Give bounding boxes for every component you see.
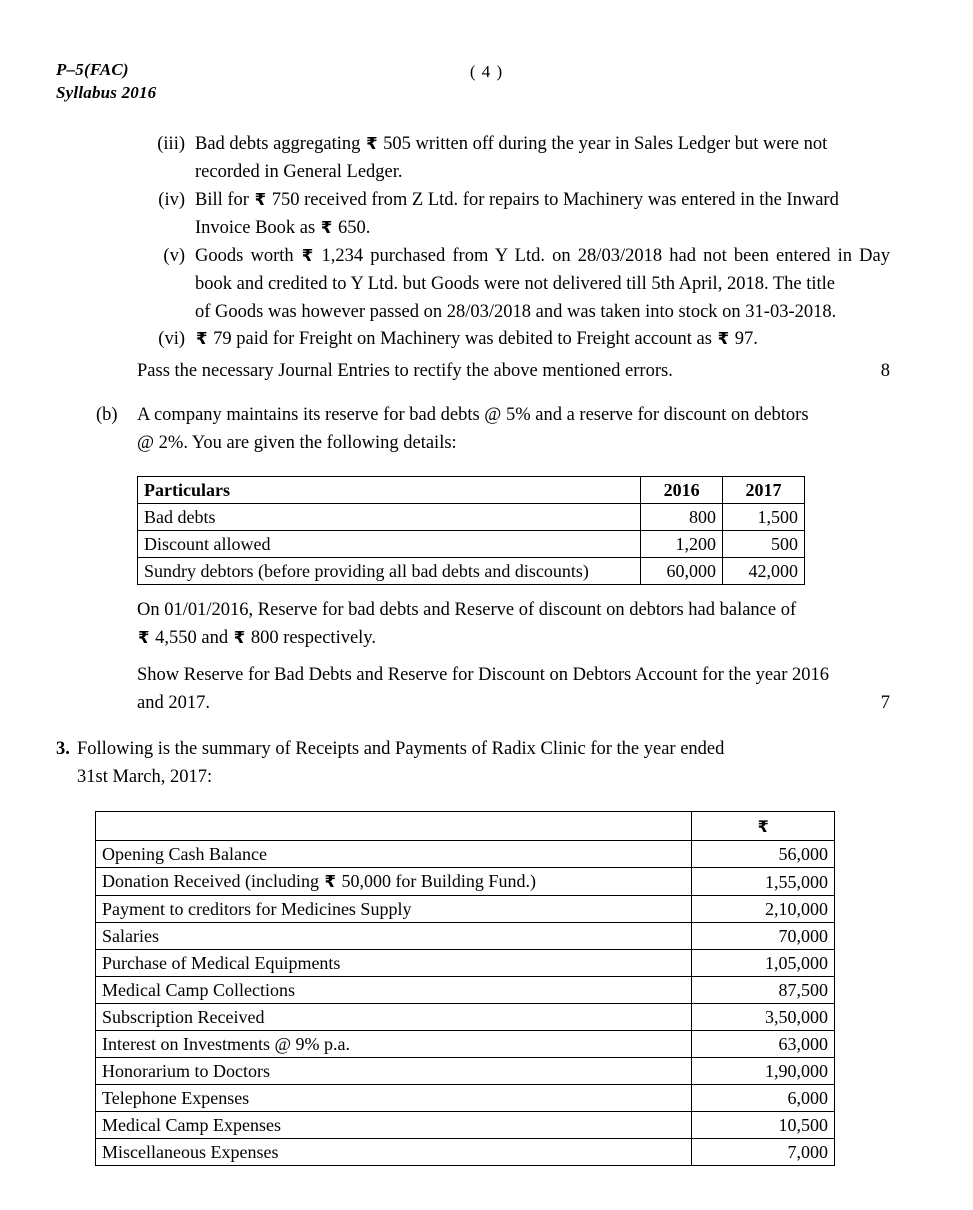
cell-particulars: Sundry debtors (before providing all bad debts and discounts): [138, 558, 641, 585]
list-line: Bill for ₹ 750 received from Z Ltd. for repairs to Machinery was entered in the Inward: [195, 190, 839, 210]
cell-item: Interest on Investments @ 9% p.a.: [96, 1031, 692, 1058]
syllabus-label: Syllabus 2016: [56, 83, 157, 102]
list-text-iv: [195, 186, 890, 242]
question-line: Following is the summary of Receipts and Payments of Radix Clinic for the year ended: [77, 739, 725, 759]
cell-amount: 1,90,000: [692, 1058, 835, 1085]
marks-7: 7: [880, 693, 890, 713]
cell-2016: 60,000: [641, 558, 723, 585]
show-reserve-instruction: [137, 661, 890, 717]
col-header-item: [96, 812, 692, 841]
reserves-table: [137, 476, 805, 585]
cell-item: Medical Camp Collections: [96, 977, 692, 1004]
list-text-vi: [195, 325, 890, 353]
question-3-marker: 3.: [56, 739, 70, 759]
list-marker-iii: (iii): [157, 134, 185, 154]
cell-amount: 70,000: [692, 923, 835, 950]
cell-2017: 500: [723, 531, 805, 558]
cell-amount: 6,000: [692, 1085, 835, 1112]
rupee-icon: ₹: [717, 329, 730, 348]
pass-journal-entries-text: Pass the necessary Journal Entries to rectify the above mentioned errors.: [137, 361, 673, 381]
list-item-iii: [135, 130, 890, 186]
list-line: book and credited to Y Ltd. but Goods were not delivered till 5th April, 2018. The title: [195, 274, 836, 294]
cell-2016: 1,200: [641, 531, 723, 558]
list-line: of Goods was however passed on 28/03/2018 and was taken into stock on 31-03-2018.: [195, 302, 837, 322]
table-row: [96, 1004, 835, 1031]
question-3: [56, 735, 890, 791]
col-header-2016: 2016: [641, 477, 723, 504]
cell-particulars: Discount allowed: [138, 531, 641, 558]
sub-question-b: [96, 401, 890, 457]
list-line: recorded in General Ledger.: [195, 162, 403, 182]
instruction-line: and 2017.: [137, 693, 210, 713]
table-row: [138, 531, 805, 558]
cell-item: Medical Camp Expenses: [96, 1112, 692, 1139]
table-row: [96, 841, 835, 868]
list-line: Bad debts aggregating ₹ 505 written off during the year in Sales Ledger but were not: [195, 134, 828, 154]
table-row: [96, 977, 835, 1004]
rupee-icon: ₹: [301, 246, 314, 265]
sub-question-line: @ 2%. You are given the following details:: [137, 433, 457, 453]
list-text-iii: [195, 130, 890, 186]
opening-balance-note: [137, 596, 890, 652]
table-header-row: [96, 812, 835, 841]
cell-item: Donation Received (including ₹ 50,000 for Building Fund.): [96, 868, 692, 896]
table-row: [96, 868, 835, 896]
cell-amount: 7,000: [692, 1139, 835, 1166]
table-row: [96, 1139, 835, 1166]
cell-amount: 10,500: [692, 1112, 835, 1139]
cell-2017: 42,000: [723, 558, 805, 585]
sub-question-b-marker: (b): [96, 405, 118, 425]
rupee-icon: ₹: [196, 329, 208, 348]
table-header-row: [138, 477, 805, 504]
table-row: [138, 504, 805, 531]
rupee-icon: ₹: [138, 628, 150, 647]
table-row: [96, 950, 835, 977]
receipts-payments-table: [95, 811, 835, 1166]
list-item-v: [135, 242, 890, 326]
cell-item: Purchase of Medical Equipments: [96, 950, 692, 977]
cell-item: Opening Cash Balance: [96, 841, 692, 868]
question-3-text: [77, 735, 890, 791]
paper-code: P–5(FAC): [56, 60, 129, 79]
note-line: ₹ 4,550 and ₹ 800 respectively.: [138, 628, 376, 648]
instruction-line: Show Reserve for Bad Debts and Reserve for Discount on Debtors Account for the year 2016: [137, 665, 830, 685]
cell-item: Subscription Received: [96, 1004, 692, 1031]
table-row: [96, 1031, 835, 1058]
list-item-vi: [135, 325, 890, 353]
rupee-icon: ₹: [233, 628, 246, 647]
list-marker-iv: (iv): [158, 190, 185, 210]
list-marker-vi: (vi): [158, 329, 185, 349]
table-row: [96, 1058, 835, 1085]
col-header-amount: [692, 812, 835, 841]
cell-item: Miscellaneous Expenses: [96, 1139, 692, 1166]
list-marker-v: (v): [163, 246, 185, 266]
note-line: On 01/01/2016, Reserve for bad debts and Reserve of discount on debtors had balance of: [137, 600, 797, 620]
list-line: Goods worth ₹ 1,234 purchased from Y Ltd. on 28/03/2018 had not been entered in Day: [195, 246, 890, 266]
cell-particulars: Bad debts: [138, 504, 641, 531]
cell-2017: 1,500: [723, 504, 805, 531]
table-row: [96, 1112, 835, 1139]
cell-amount: 1,55,000: [692, 868, 835, 896]
sub-question-line: A company maintains its reserve for bad debts @ 5% and a reserve for discount on debtors: [137, 405, 809, 425]
cell-2016: 800: [641, 504, 723, 531]
table-row: [96, 1085, 835, 1112]
marks-8: 8: [880, 361, 890, 381]
cell-item: Payment to creditors for Medicines Supply: [96, 896, 692, 923]
rupee-icon: ₹: [320, 218, 333, 237]
table-row: [96, 896, 835, 923]
page-header: [0, 60, 973, 108]
cell-item: Honorarium to Doctors: [96, 1058, 692, 1085]
list-item-iv: [135, 186, 890, 242]
cell-item: Salaries: [96, 923, 692, 950]
cell-amount: 56,000: [692, 841, 835, 868]
cell-amount: 3,50,000: [692, 1004, 835, 1031]
rupee-icon: ₹: [254, 190, 267, 209]
rupee-icon: ₹: [324, 872, 336, 891]
table-row: [138, 558, 805, 585]
rupee-icon: ₹: [366, 134, 378, 153]
cell-item: Telephone Expenses: [96, 1085, 692, 1112]
cell-amount: 1,05,000: [692, 950, 835, 977]
sub-question-b-text: [137, 401, 890, 457]
rupee-icon: ₹: [757, 816, 769, 836]
list-text-v: [195, 242, 890, 326]
list-line: ₹ 79 paid for Freight on Machinery was debited to Freight account as ₹ 97.: [196, 329, 758, 349]
table-row: [96, 923, 835, 950]
col-header-particulars: Particulars: [138, 477, 641, 504]
col-header-2017: 2017: [723, 477, 805, 504]
cell-amount: 87,500: [692, 977, 835, 1004]
cell-amount: 63,000: [692, 1031, 835, 1058]
question-line: 31st March, 2017:: [77, 767, 213, 787]
list-line: Invoice Book as ₹ 650.: [195, 218, 371, 238]
cell-amount: 2,10,000: [692, 896, 835, 923]
page-number: ( 4 ): [469, 62, 504, 81]
